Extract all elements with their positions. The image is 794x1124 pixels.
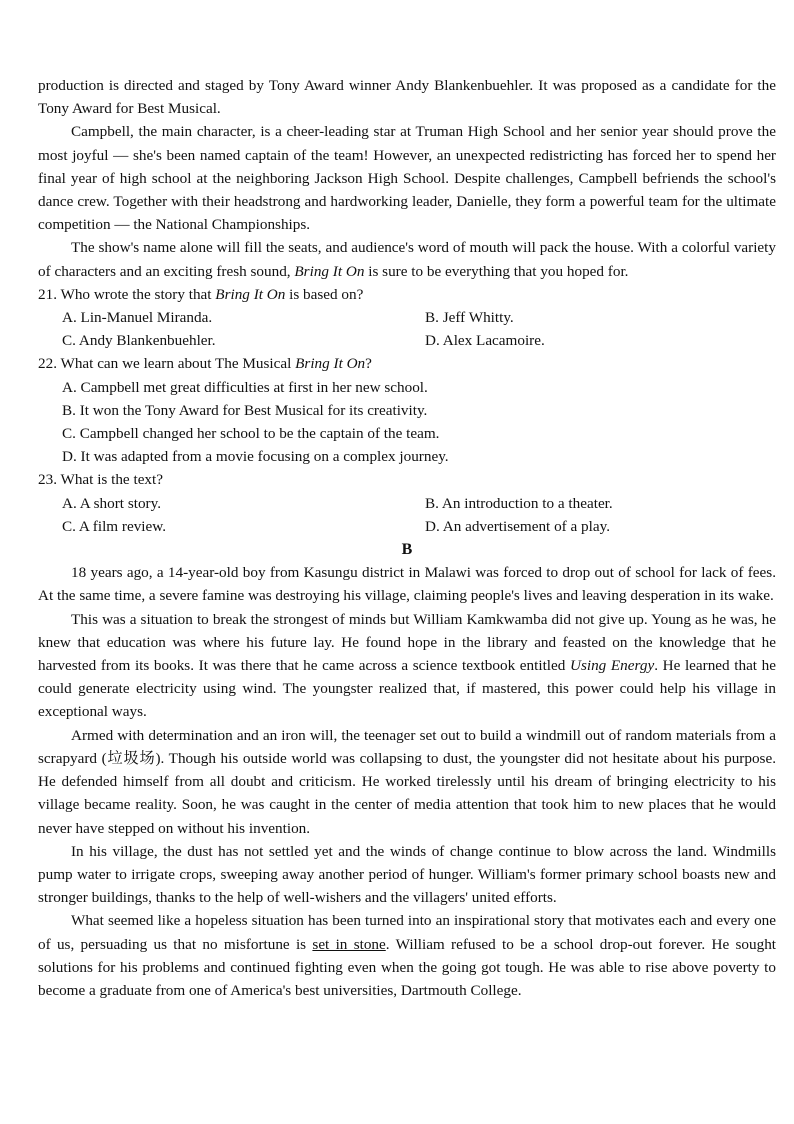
question-21 — [38, 283, 776, 353]
stem-text: 21. Who wrote the story that — [38, 285, 216, 303]
option-d[interactable]: D. Alex Lacamoire. — [425, 332, 545, 350]
option-c[interactable]: C. Campbell changed her school to be the captain of the team. — [62, 425, 440, 443]
option-d[interactable]: D. An advertisement of a play. — [425, 517, 611, 535]
passage-b-paragraph-2 — [38, 608, 776, 724]
paragraph-text: is sure to be everything that you hoped for. — [364, 262, 629, 280]
book-title: Using Energy — [569, 657, 655, 675]
option-b[interactable]: B. It won the Tony Award for Best Musical for its creativity. — [62, 401, 428, 419]
question-22 — [38, 352, 776, 468]
options — [38, 376, 776, 469]
stem-text: ? — [365, 355, 372, 373]
question-23 — [38, 468, 776, 538]
option-b[interactable]: B. An introduction to a theater. — [425, 494, 613, 512]
option-c[interactable]: C. A film review. — [62, 517, 167, 535]
passage-b-paragraph-4: In his village, the dust has not settled yet and the winds of change continue to blow across the land. Windmills pump water to irrigate crops, sweeping away another period of hunger. William's former primary school boasts new and stronger buildings, thanks to the help of well-wishers and the villagers' united efforts. — [38, 842, 776, 907]
options — [38, 492, 776, 538]
question-stem — [38, 352, 776, 375]
option-a[interactable]: A. A short story. — [62, 494, 162, 512]
option-a[interactable]: A. Campbell met great difficulties at first in her new school. — [62, 378, 428, 396]
option-d[interactable]: D. It was adapted from a movie focusing on a complex journey. — [62, 448, 449, 466]
paragraph-text: . He learned that he could generate electricity using wind. The youngster realized that, if mastered, this power could help his village in exceptional ways. — [38, 657, 776, 721]
option-a[interactable]: A. Lin-Manuel Miranda. — [62, 309, 213, 327]
question-stem: 23. What is the text? — [38, 471, 163, 489]
paragraph-text: . William refused to be a school drop-out forever. He sought solutions for his problems and continued fighting even when the going got tough. He was able to rise above poverty to become a graduate from one of America's best universities, Dartmouth College. — [38, 935, 777, 999]
passage-b-paragraph-3: Armed with determination and an iron will, the teenager set out to build a windmill out of random materials from a scrapyard (垃圾场). Though his outside world was collapsing to dust, the youngster did not hesitate about his purpose. He defended himself from all doubt and criticism. He worked tirelessly until his dream of bringing electricity to his village became reality. Soon, he was caught in the center of media attention that took him to new places that he would never have stepped on without his invention. — [38, 726, 776, 837]
paragraph-text: What seemed like a hopeless situation has been turned into an inspirational story that motivates each and every one of us, persuading us that no misfortune is — [38, 912, 776, 953]
stem-title: Bring It On — [295, 355, 366, 373]
passage-a-paragraph-3 — [38, 236, 776, 282]
passage-b-paragraph-5 — [38, 909, 776, 1002]
paragraph-text: The show's name alone will fill the seats, and audience's word of mouth will pack the house. With a colorful variety of characters and an exciting fresh sound, — [38, 239, 776, 280]
show-title: Bring It On — [294, 262, 365, 280]
passage-a-paragraph-1: production is directed and staged by Tony Award winner Andy Blankenbuehler. It was proposed as a candidate for the Tony Award for Best Musical. — [38, 77, 776, 118]
underlined-phrase: set in stone — [312, 935, 386, 953]
option-c[interactable]: C. Andy Blankenbuehler. — [62, 332, 216, 350]
options — [38, 306, 776, 352]
passage-a-paragraph-2: Campbell, the main character, is a cheer-leading star at Truman High School and her senior year should prove the most joyful — she's been named captain of the team! However, an unexpected redistricting has forced her to spend her final year of high school at the neighboring Jackson High School. Despite challenges, Campbell befriends the school's dance crew. Together with their headstrong and hardworking leader, Danielle, they form a powerful team for the ultimate competition — the National Championships. — [38, 123, 776, 234]
paragraph-text: This was a situation to break the strongest of minds but William Kamkwamba did not give up. Young as he was, he knew that education was where his future lay. He found hope in the library and feasted on the knowledge that he harvested from its books. It was there that he came across a science textbook entitled — [38, 610, 776, 675]
question-stem — [38, 283, 776, 306]
stem-text: is based on? — [285, 285, 364, 303]
option-b[interactable]: B. Jeff Whitty. — [425, 309, 514, 327]
stem-title: Bring It On — [215, 285, 286, 303]
passage-b-heading: B — [401, 541, 413, 559]
passage-b-paragraph-1: 18 years ago, a 14-year-old boy from Kasungu district in Malawi was forced to drop out of school for lack of fees. At the same time, a severe famine was destroying his village, claiming people's lives and leaving desperation in its wake. — [38, 564, 776, 605]
stem-text: 22. What can we learn about The Musical — [38, 355, 296, 373]
